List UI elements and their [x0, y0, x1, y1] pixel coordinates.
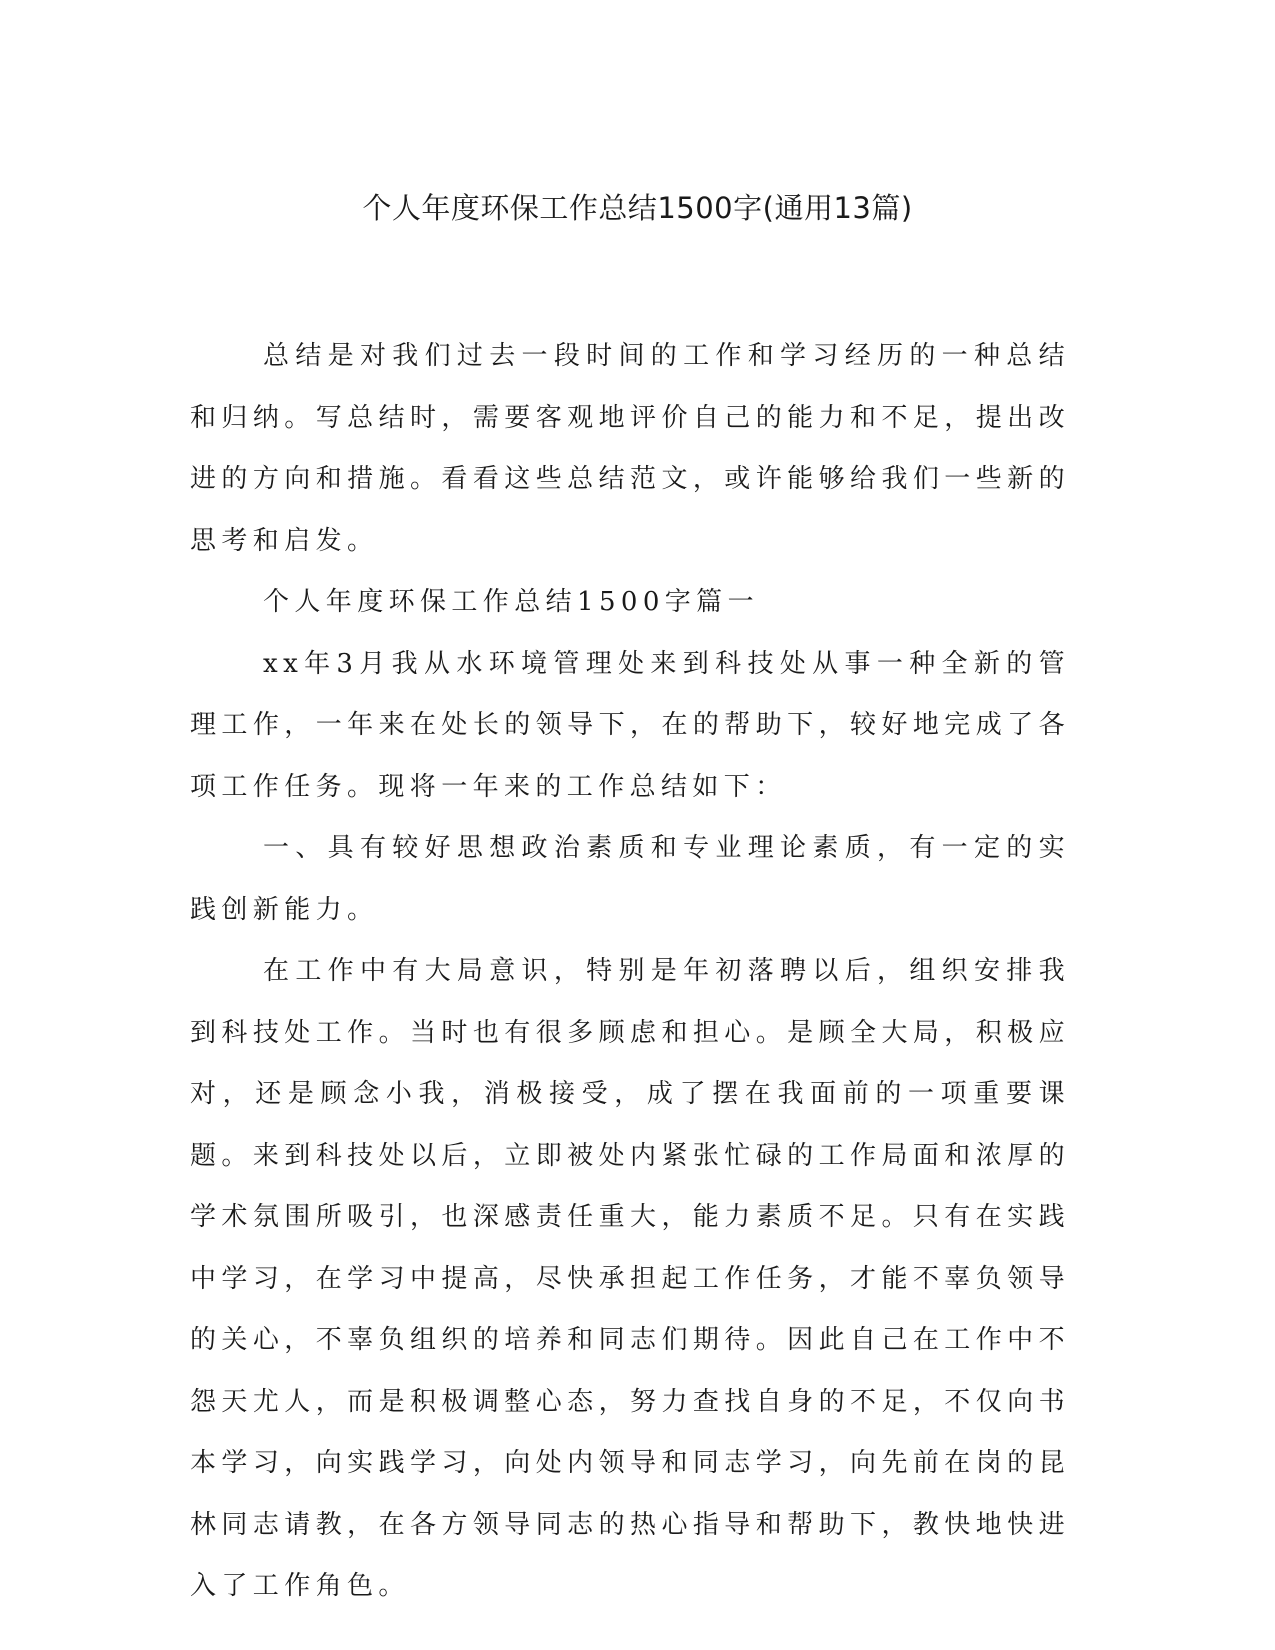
- subsection-heading: 一、具有较好思想政治素质和专业理论素质，有一定的实践创新能力。: [190, 833, 1070, 925]
- document-body: [190, 326, 1070, 1618]
- body-paragraph: xx年3月我从水环境管理处来到科技处从事一种全新的管理工作，一年来在处长的领导下，在的帮助下，较好地完成了各项工作任务。现将一年来的工作总结如下：: [190, 648, 1070, 802]
- document-title: 个人年度环保工作总结1500字(通用13篇): [362, 191, 913, 225]
- section-heading: 个人年度环保工作总结1500字篇一: [263, 587, 759, 617]
- body-paragraph: 在工作中有大局意识，特别是年初落聘以后，组织安排我到科技处工作。当时也有很多顾虑和担心。是顾全大局，积极应对，还是顾念小我，消极接受，成了摆在我面前的一项重要课题。来到科技处以后，立即被处内紧张忙碌的工作局面和浓厚的学术氛围所吸引，也深感责任重大，能力素质不足。只有在实践中学习，在学习中提高，尽快承担起工作任务，才能不辜负领导的关心，不辜负组织的培养和同志们期待。因此自己在工作中不怨天尤人，而是积极调整心态，努力查找自身的不足，不仅向书本学习，向实践学习，向处内领导和同志学习，向先前在岗的昆林同志请教，在各方领导同志的热心指导和帮助下，教快地快进入了工作角色。: [190, 956, 1070, 1601]
- intro-paragraph: 总结是对我们过去一段时间的工作和学习经历的一种总结和归纳。写总结时，需要客观地评价自己的能力和不足，提出改进的方向和措施。看看这些总结范文，或许能够给我们一些新的思考和启发。: [190, 341, 1070, 556]
